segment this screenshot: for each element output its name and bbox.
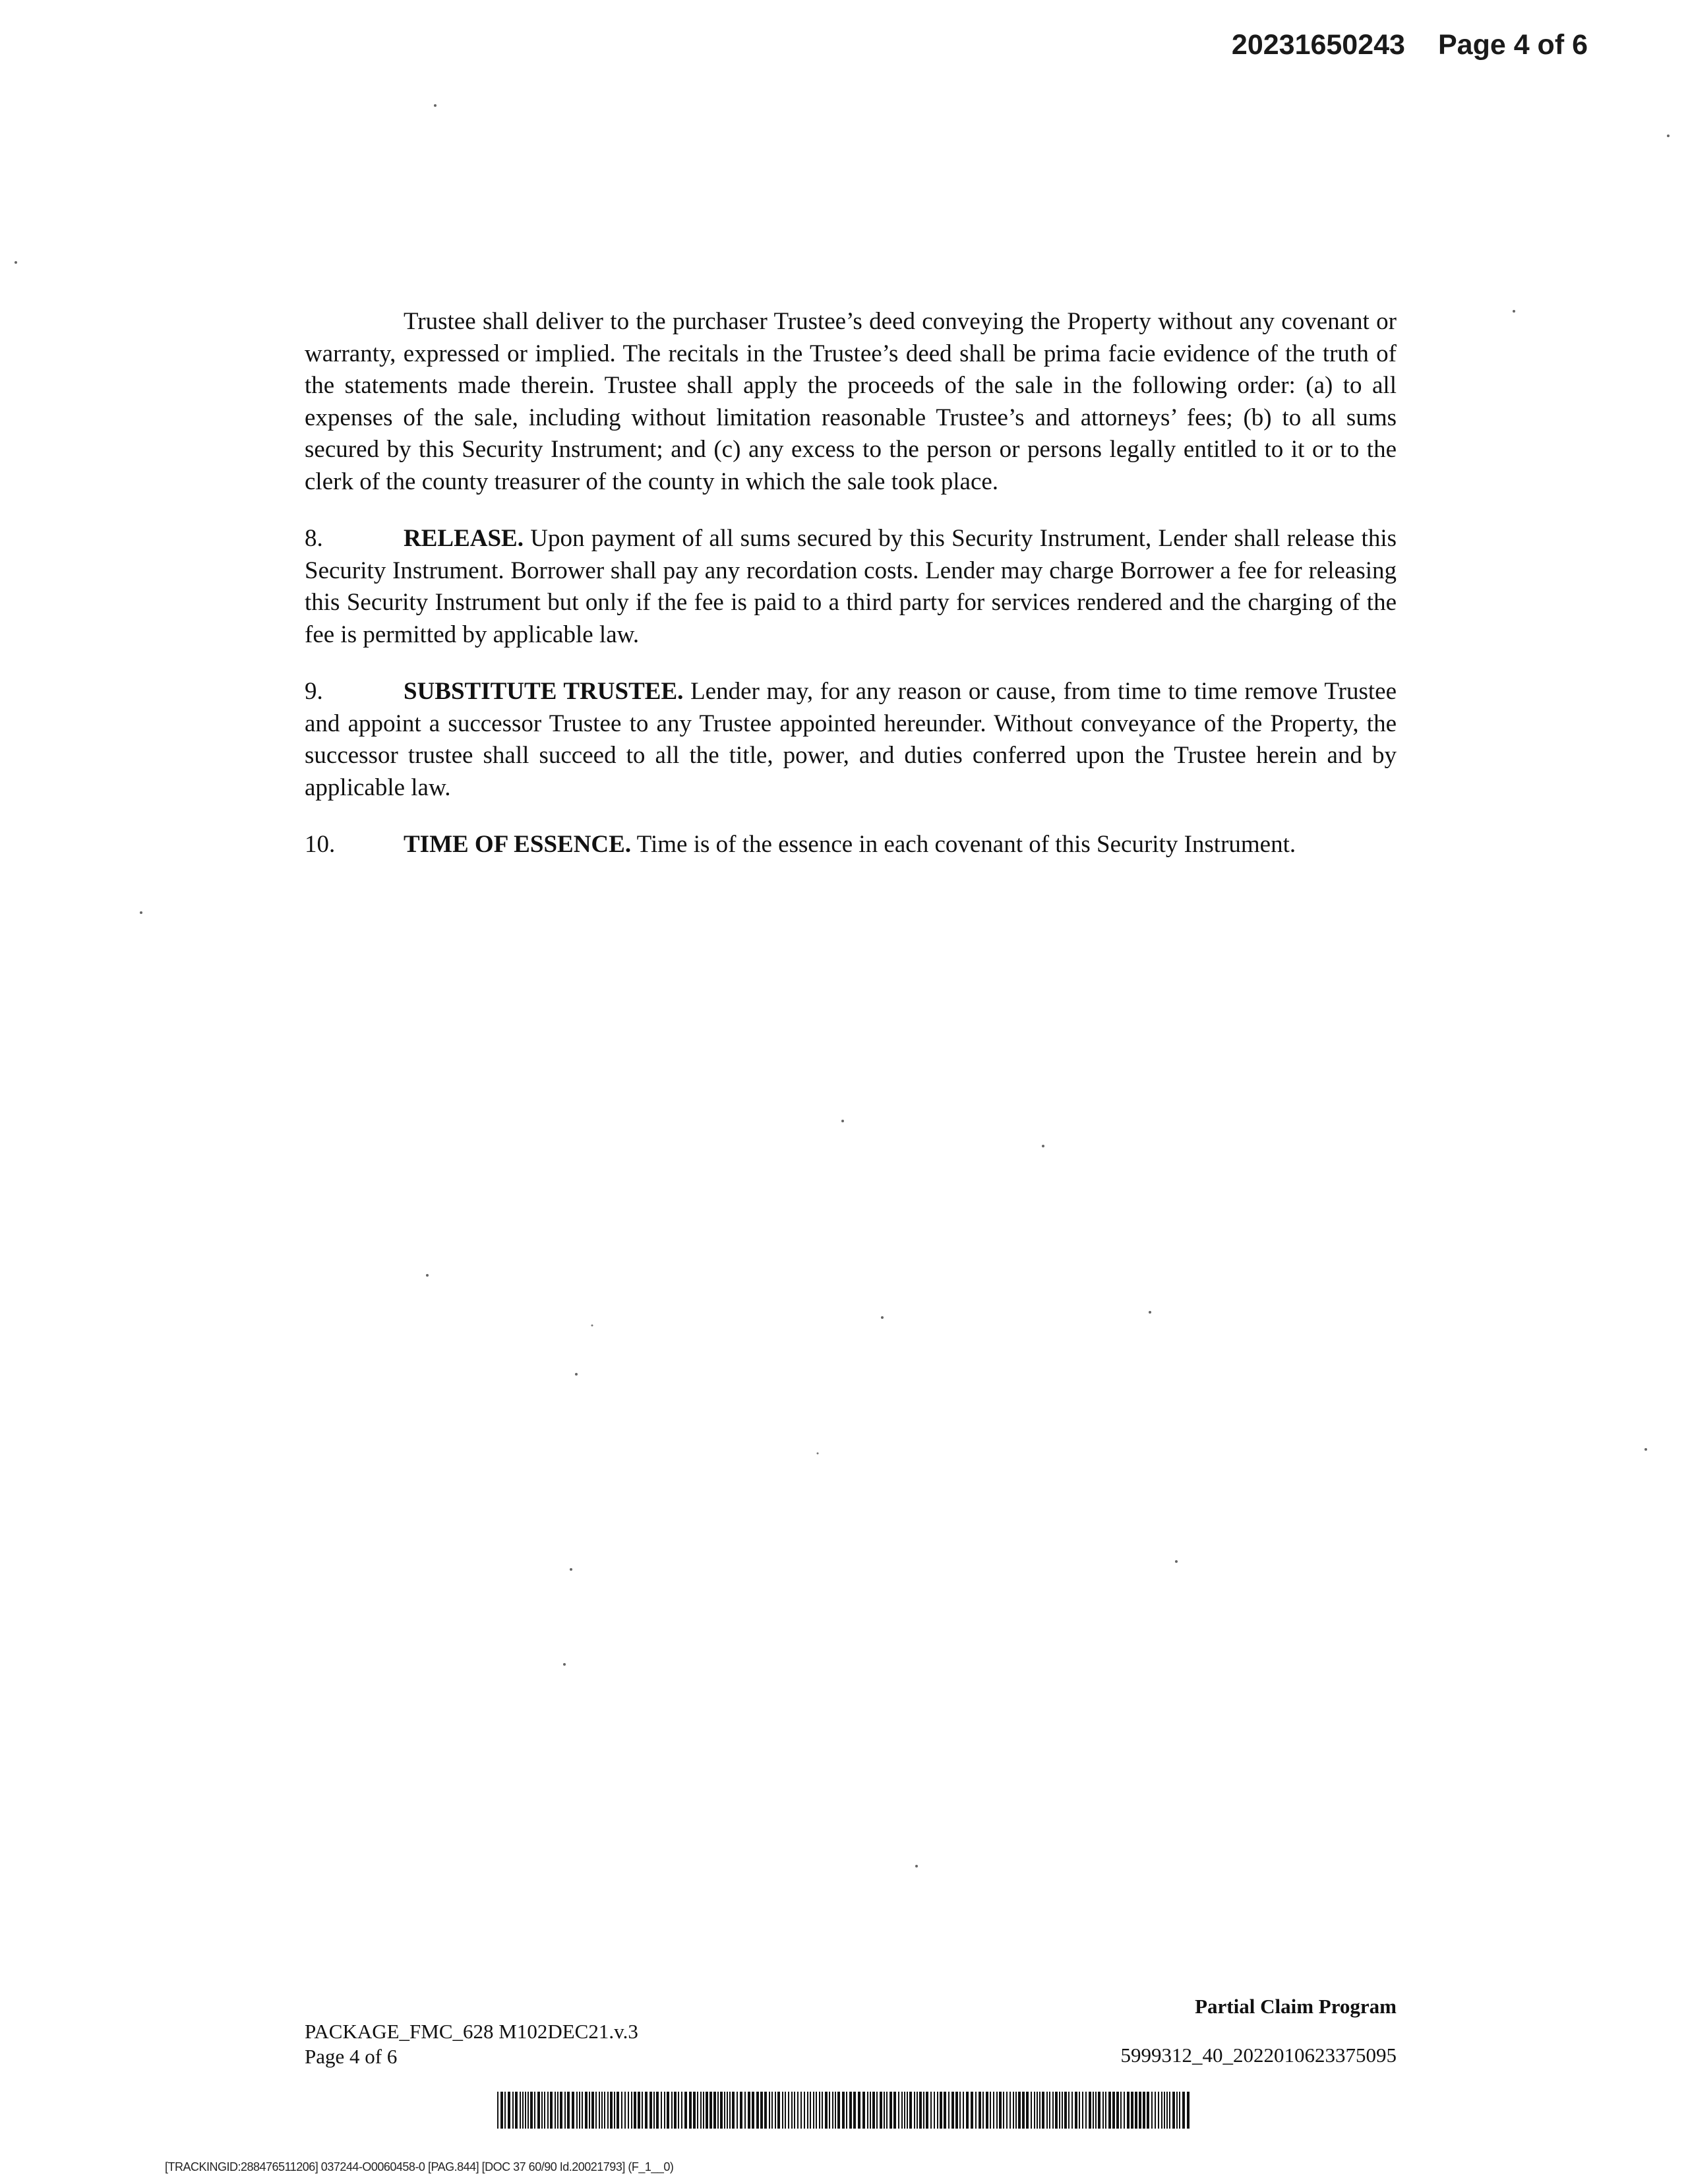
barcode-bar (1013, 2092, 1014, 2129)
barcode-bar (794, 2092, 795, 2129)
barcode-bar (948, 2092, 950, 2129)
barcode-bar (604, 2092, 605, 2129)
barcode-bar (1010, 2092, 1011, 2129)
barcode-bar (1172, 2092, 1175, 2129)
barcode-bar (512, 2092, 514, 2129)
barcode-bar (1059, 2092, 1060, 2129)
barcode-bar (963, 2092, 964, 2129)
barcode-bar (993, 2092, 994, 2129)
barcode-bar (621, 2092, 622, 2129)
barcode-bar (982, 2092, 984, 2129)
barcode-bar (684, 2092, 687, 2129)
barcode-bar (649, 2092, 652, 2129)
section-text: Lender may, for any reason or cause, from time to time remove Trustee and appoint a successor Trustee to any Trustee appointed hereunder. Without conveyance of the Property, the successor trustee shall succeed to all the title, power, and duties conferred upon the Trustee herein and by applicable law. (305, 678, 1397, 801)
barcode-bar (748, 2092, 750, 2129)
barcode-bar (1135, 2092, 1137, 2129)
barcode-bar (700, 2092, 702, 2129)
barcode-bar (1022, 2092, 1025, 2129)
barcode-bar (889, 2092, 892, 2129)
package-code: PACKAGE_FMC_628 M102DEC21.v.3 (305, 2020, 638, 2043)
barcode-bar (971, 2092, 973, 2129)
barcode-bar (788, 2092, 789, 2129)
barcode-bar (1015, 2092, 1017, 2129)
barcode-bar (937, 2092, 938, 2129)
barcode-bar (1039, 2092, 1040, 2129)
barcode-bar (1139, 2092, 1141, 2129)
barcode-bar (720, 2092, 723, 2129)
barcode-bar (893, 2092, 896, 2129)
barcode-bar (693, 2092, 696, 2129)
barcode-bar (951, 2092, 954, 2129)
barcode-bar (544, 2092, 545, 2129)
barcode-bar (813, 2092, 814, 2129)
document-number: 20231650243 (1231, 29, 1405, 61)
barcode-bar (550, 2092, 553, 2129)
barcode-bar (740, 2092, 742, 2129)
barcode-bar (1124, 2092, 1125, 2129)
barcode-bar (1179, 2092, 1180, 2129)
barcode-bar (607, 2092, 609, 2129)
section-title: RELEASE. (404, 525, 524, 552)
section-title: SUBSTITUTE TRUSTEE. (404, 678, 684, 705)
barcode-bar (862, 2092, 865, 2129)
barcode-bar (664, 2092, 665, 2129)
barcode-bar (689, 2092, 692, 2129)
barcode-bar (656, 2092, 659, 2129)
barcode-bar (1006, 2092, 1008, 2129)
barcode-bar (525, 2092, 526, 2129)
barcode-bar (986, 2092, 988, 2129)
section-text: Time is of the essence in each covenant of this Security Instrument. (636, 831, 1296, 858)
barcode-bar (752, 2092, 754, 2129)
barcode-bar (497, 2092, 498, 2129)
barcode-bar (610, 2092, 613, 2129)
barcode-bar (769, 2092, 770, 2129)
barcode-bar (816, 2092, 817, 2129)
barcode-bar (713, 2092, 716, 2129)
barcode-bar (1112, 2092, 1115, 2129)
barcode-bar (1042, 2092, 1044, 2129)
barcode-bar (999, 2092, 1002, 2129)
barcode-bar (800, 2092, 802, 2129)
barcode-bar (500, 2092, 503, 2129)
barcode-bar (955, 2092, 958, 2129)
barcode-bar (537, 2092, 540, 2129)
barcode-bar (1046, 2092, 1048, 2129)
barcode-bar (717, 2092, 719, 2129)
barcode-bar (1169, 2092, 1170, 2129)
barcode-bar (724, 2092, 725, 2129)
barcode-bar (1079, 2092, 1080, 2129)
barcode-bar (599, 2092, 600, 2129)
barcode-bar (990, 2092, 991, 2129)
barcode-bar (853, 2092, 856, 2129)
barcode-bar (555, 2092, 556, 2129)
barcode-bar (880, 2092, 882, 2129)
barcode-bar (1187, 2092, 1190, 2129)
barcode-bar (534, 2092, 535, 2129)
barcode-bar (1003, 2092, 1004, 2129)
barcode-bar (576, 2092, 578, 2129)
barcode-bar (797, 2092, 799, 2129)
barcode-bar (706, 2092, 708, 2129)
section-title: TIME OF ESSENCE. (404, 831, 632, 858)
barcode-bar (1026, 2092, 1029, 2129)
barcode-bar (628, 2092, 629, 2129)
recording-header (1232, 29, 1588, 61)
barcode-bar (1031, 2092, 1032, 2129)
barcode-bar (810, 2092, 811, 2129)
barcode-bar (775, 2092, 776, 2129)
barcode-bar (579, 2092, 580, 2129)
tracking-id: [TRACKINGID:288476511206] 037244-O0060458-0 [PAG.844] [DOC 37 60/90 Id.20021793] (F_1__0) (165, 2160, 674, 2173)
barcode-bar (777, 2092, 780, 2129)
barcode-bar (515, 2092, 518, 2129)
barcode-bar (904, 2092, 905, 2129)
reference-number: 5999312_40_2022010623375095 (1120, 2044, 1397, 2067)
barcode-bar (732, 2092, 735, 2129)
barcode-bar (996, 2092, 998, 2129)
barcode-bar (944, 2092, 946, 2129)
barcode-bar (671, 2092, 673, 2129)
barcode-bar (829, 2092, 830, 2129)
barcode-bar (1120, 2092, 1122, 2129)
barcode-bar (547, 2092, 549, 2129)
barcode-bar (631, 2092, 632, 2129)
barcode-bar (807, 2092, 808, 2129)
barcode-bar (1093, 2092, 1094, 2129)
barcode-bar (1018, 2092, 1021, 2129)
barcode-bar (1062, 2092, 1063, 2129)
barcode-bar (1052, 2092, 1054, 2129)
section-number: 10. (305, 831, 336, 858)
barcode-bar (926, 2092, 928, 2129)
footer-left (305, 2019, 638, 2069)
barcode-bar (614, 2092, 615, 2129)
barcode-bar (1131, 2092, 1133, 2129)
barcode-bar (1182, 2092, 1185, 2129)
barcode-bar (642, 2092, 643, 2129)
barcode-bar (508, 2092, 510, 2129)
barcode-bar (842, 2092, 845, 2129)
barcode-bar (667, 2092, 669, 2129)
barcode-bar (917, 2092, 918, 2129)
barcode-bar (886, 2092, 888, 2129)
barcode-bar (872, 2092, 875, 2129)
barcode-bar (1166, 2092, 1168, 2129)
barcode-bar (870, 2092, 871, 2129)
barcode-bar (585, 2092, 588, 2129)
barcode-bar (638, 2092, 640, 2129)
barcode-bar (1164, 2092, 1165, 2129)
barcode-bar (756, 2092, 759, 2129)
barcode-bar (530, 2092, 533, 2129)
barcode-bar (846, 2092, 847, 2129)
barcode-bar (661, 2092, 662, 2129)
barcode-bar (674, 2092, 677, 2129)
barcode-bar (601, 2092, 603, 2129)
barcode-bar (1108, 2092, 1111, 2129)
barcode-bar (591, 2092, 594, 2129)
barcode-bar (901, 2092, 903, 2129)
barcode-bar (975, 2092, 977, 2129)
barcode-bar (1105, 2092, 1106, 2129)
program-name: Partial Claim Program (1195, 1995, 1397, 2018)
barcode-bar (744, 2092, 746, 2129)
barcode-bar (653, 2092, 655, 2129)
paragraph-trustee-deed: Trustee shall deliver to the purchaser Trustee’s deed conveying the Property without any covenant or warranty, expressed or implied. The recitals in the Trustee’s deed shall be prima facie evidence of the truth of the statements made therein. Trustee shall apply the proceeds of the sale in the following order: (a) to all expenses of the sale, including without limitation reasonable Trustee’s and attorneys’ fees; (b) to all sums secured by this Security Instrument; and (c) any excess to the person or persons legally entitled to it or to the clerk of the county treasurer of the county in which the sale took place. (305, 308, 1397, 495)
barcode-bar (835, 2092, 836, 2129)
barcode-bar (557, 2092, 558, 2129)
barcode-bar (1155, 2092, 1156, 2129)
barcode-bar (595, 2092, 597, 2129)
barcode-bar (849, 2092, 852, 2129)
barcode-bar (1085, 2092, 1087, 2129)
barcode-bar (934, 2092, 935, 2129)
barcode-bar (617, 2092, 619, 2129)
barcode-bar (867, 2092, 868, 2129)
barcode-bar (822, 2092, 823, 2129)
barcode-bar (572, 2092, 574, 2129)
barcode-bar (589, 2092, 590, 2129)
barcode-bar (923, 2092, 924, 2129)
barcode-bar (858, 2092, 860, 2129)
barcode-bar (727, 2092, 728, 2129)
barcode-bar (645, 2092, 648, 2129)
barcode-bar (504, 2092, 506, 2129)
barcode-bar (909, 2092, 912, 2129)
section-release (305, 523, 1397, 651)
barcode-bar (582, 2092, 583, 2129)
barcode-bar (930, 2092, 932, 2129)
barcode-bar (1095, 2092, 1097, 2129)
barcode (496, 2092, 1193, 2129)
barcode-bar (528, 2092, 529, 2129)
header-page-label: Page 4 of 6 (1437, 29, 1588, 61)
section-number: 8. (305, 525, 323, 552)
barcode-bar (1147, 2092, 1149, 2129)
barcode-bar (782, 2092, 783, 2129)
barcode-bar (522, 2092, 524, 2129)
barcode-bar (819, 2092, 820, 2129)
barcode-bar (520, 2092, 521, 2129)
section-text: Upon payment of all sums secured by this Security Instrument, Lender shall release this Security Instrument. Borrower shall pay any recordation costs. Lender may charge Borrower a fee for releasing this Security Instrument but only if the fee is paid to a third party for services rendered and the charging of the fee is permitted by applicable law. (305, 525, 1397, 648)
barcode-bar (1037, 2092, 1038, 2129)
barcode-bar (1151, 2092, 1153, 2129)
barcode-bar (1143, 2092, 1145, 2129)
barcode-bar (884, 2092, 885, 2129)
barcode-bar (959, 2092, 961, 2129)
footer-right (1121, 1994, 1397, 2068)
section-number: 9. (305, 678, 323, 705)
barcode-bar (1034, 2092, 1035, 2129)
barcode-bar (785, 2092, 786, 2129)
barcode-bar (1116, 2092, 1119, 2129)
barcode-bar (1127, 2092, 1130, 2129)
barcode-bar (709, 2092, 712, 2129)
barcode-bar (1071, 2092, 1073, 2129)
barcode-bar (898, 2092, 899, 2129)
section-time-of-essence (305, 829, 1397, 861)
barcode-bar (567, 2092, 570, 2129)
barcode-bar (760, 2092, 763, 2129)
barcode-bar (1064, 2092, 1067, 2129)
barcode-bar (729, 2092, 731, 2129)
barcode-bar (966, 2092, 969, 2129)
barcode-bar (1158, 2092, 1159, 2129)
barcode-bar (837, 2092, 840, 2129)
barcode-bar (919, 2092, 922, 2129)
barcode-bar (1055, 2092, 1058, 2129)
barcode-bar (1082, 2092, 1083, 2129)
barcode-bar (624, 2092, 626, 2129)
barcode-bar (697, 2092, 698, 2129)
barcode-bar (681, 2092, 682, 2129)
barcode-bar (832, 2092, 833, 2129)
barcode-bar (979, 2092, 981, 2129)
barcode-bar (940, 2092, 942, 2129)
barcode-bar (703, 2092, 704, 2129)
barcode-bar (1049, 2092, 1050, 2129)
footer-page-label: Page 4 of 6 (305, 2045, 398, 2068)
barcode-bar (564, 2092, 566, 2129)
barcode-bar (876, 2092, 878, 2129)
barcode-bar (1089, 2092, 1091, 2129)
barcode-bar (791, 2092, 793, 2129)
barcode-bar (634, 2092, 636, 2129)
barcode-bar (1075, 2092, 1077, 2129)
barcode-bar (1176, 2092, 1178, 2129)
barcode-bar (1068, 2092, 1070, 2129)
barcode-bar (914, 2092, 915, 2129)
barcode-bar (804, 2092, 805, 2129)
barcode-bar (541, 2092, 543, 2129)
barcode-bar (560, 2092, 562, 2129)
document-body (305, 306, 1397, 886)
barcode-bar (825, 2092, 828, 2129)
barcode-bar (678, 2092, 679, 2129)
barcode-bar (764, 2092, 767, 2129)
barcode-bar (737, 2092, 738, 2129)
barcode-bar (1161, 2092, 1162, 2129)
section-substitute-trustee (305, 676, 1397, 804)
barcode-bar (1102, 2092, 1104, 2129)
barcode-bar (1098, 2092, 1100, 2129)
barcode-bar (907, 2092, 908, 2129)
barcode-bar (771, 2092, 773, 2129)
